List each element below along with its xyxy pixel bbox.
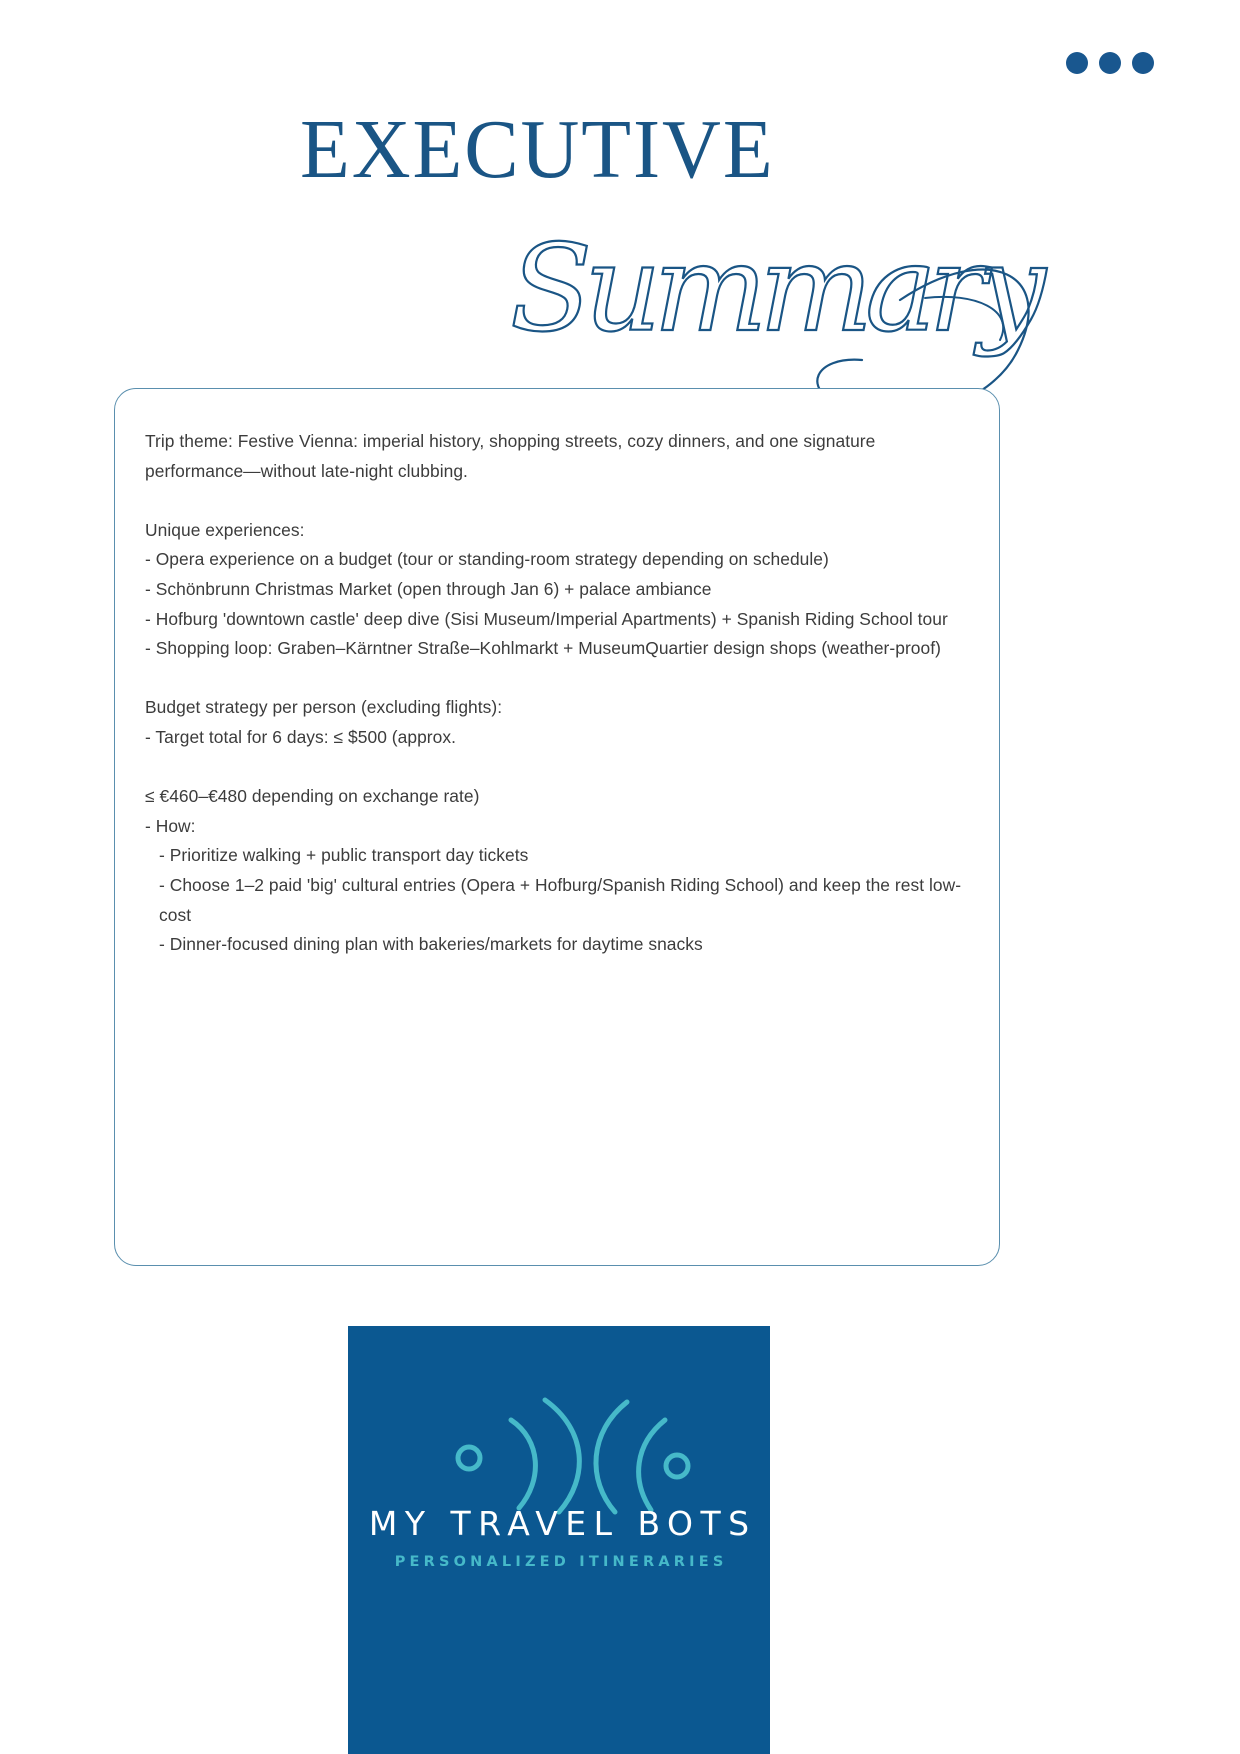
signal-waves-icon [348, 1362, 770, 1512]
page-title-serif: EXECUTIVE [300, 103, 775, 196]
paragraph-spacer [145, 753, 971, 783]
decorative-dot-1 [1066, 52, 1088, 74]
top-dot-group [1066, 52, 1154, 74]
summary-line: - Dinner-focused dining plan with bakeries/markets for daytime snacks [159, 934, 703, 955]
page-title [0, 103, 1240, 378]
summary-text-body [145, 427, 971, 960]
summary-line: - Schönbrunn Christmas Market (open through Jan 6) + palace ambiance [145, 578, 712, 599]
summary-line: - Opera experience on a budget (tour or standing-room strategy depending on schedule) [145, 549, 829, 570]
decorative-dot-2 [1099, 52, 1121, 74]
brand-tagline: PERSONALIZED ITINERARIES [394, 1554, 728, 1570]
paragraph-spacer [145, 664, 971, 694]
summary-line: Unique experiences: [145, 519, 305, 540]
summary-line: - Prioritize walking + public transport day tickets [159, 845, 529, 866]
summary-line: Budget strategy per person (excluding flights): [145, 697, 503, 718]
summary-line: - Choose 1–2 paid 'big' cultural entries (Opera + Hofburg/Spanish Riding School) and keep the rest low-cost [159, 874, 962, 925]
brand-name: MY TRAVEL BOTS [368, 1504, 757, 1543]
summary-line: ≤ €460–€480 depending on exchange rate) [145, 786, 480, 807]
summary-line: - Shopping loop: Graben–Kärntner Straße–Kohlmarkt + MuseumQuartier design shops (weather-proof) [145, 638, 941, 659]
summary-line: Trip theme: Festive Vienna: imperial history, shopping streets, cozy dinners, and one signature performance—without late-night clubbing. [145, 431, 876, 481]
summary-line: - How: [145, 815, 196, 836]
page-title-script-text: Summary [510, 220, 1038, 359]
summary-card [114, 388, 1000, 1266]
summary-line: - Target total for 6 days: ≤ $500 (approx. [145, 726, 456, 747]
paragraph-spacer [145, 486, 971, 516]
page-title-script [470, 180, 1090, 410]
brand-logo [348, 1326, 770, 1754]
summary-line: - Hofburg 'downtown castle' deep dive (Sisi Museum/Imperial Apartments) + Spanish Riding School tour [145, 608, 948, 629]
decorative-dot-3 [1132, 52, 1154, 74]
